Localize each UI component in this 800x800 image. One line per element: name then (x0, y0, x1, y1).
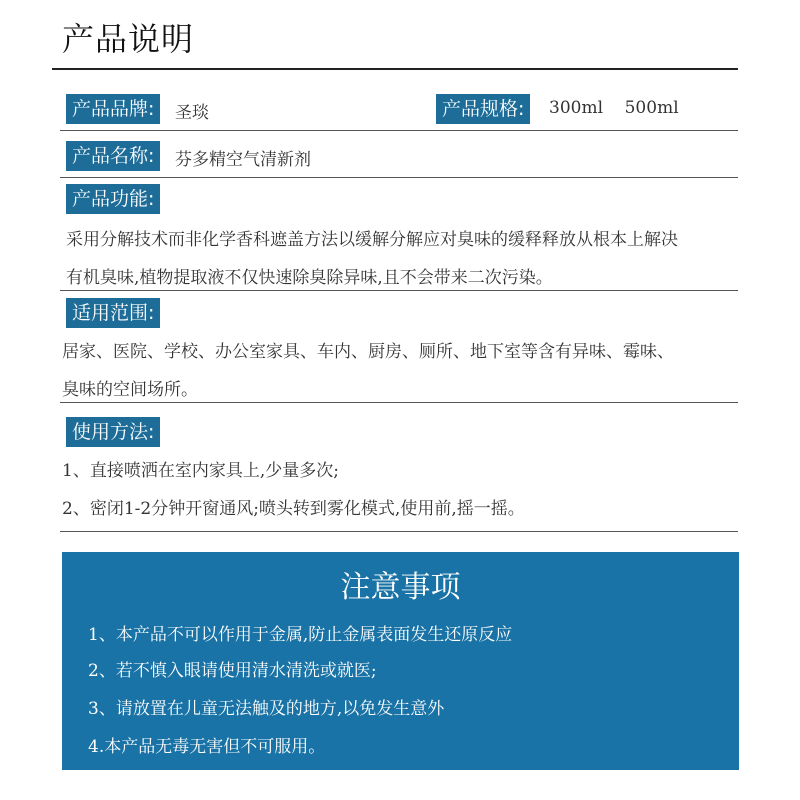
row-divider (60, 531, 738, 532)
row-divider (60, 290, 738, 291)
usage-line: 1、直接喷洒在室内家具上,少量多次; (62, 461, 339, 481)
scope-line: 居家、医院、学校、办公室家具、车内、厨房、厕所、地下室等含有异味、霉味、 (62, 342, 674, 362)
notice-item: 2、若不慎入眼请使用清水清洗或就医; (88, 661, 377, 681)
notice-title: 注意事项 (340, 570, 461, 605)
name-value: 芬多精空气清新剂 (175, 150, 311, 170)
row-divider (60, 177, 738, 178)
notice-panel (62, 552, 739, 770)
row-divider (60, 402, 738, 403)
title-divider (52, 68, 738, 70)
function-label: 产品功能: (66, 184, 160, 214)
scope-label: 适用范围: (66, 298, 160, 328)
notice-item: 4.本产品无毒无害但不可服用。 (88, 737, 326, 757)
spec-value: 300ml 500ml (549, 98, 679, 118)
function-line: 有机臭味,植物提取液不仅快速除臭除异味,且不会带来二次污染。 (66, 268, 553, 288)
row-divider (60, 130, 738, 131)
page-title: 产品说明 (62, 20, 195, 58)
usage-label: 使用方法: (66, 417, 160, 447)
name-label: 产品名称: (66, 141, 160, 171)
usage-line: 2、密闭1-2分钟开窗通风;喷头转到雾化模式,使用前,摇一摇。 (62, 499, 525, 519)
scope-line: 臭味的空间场所。 (62, 380, 198, 400)
brand-value: 圣琰 (175, 103, 209, 123)
notice-item: 3、请放置在儿童无法触及的地方,以免发生意外 (88, 699, 445, 719)
notice-item: 1、本产品不可以作用于金属,防止金属表面发生还原反应 (88, 625, 513, 645)
brand-label: 产品品牌: (66, 94, 160, 124)
spec-label: 产品规格: (436, 94, 530, 124)
function-line: 采用分解技术而非化学香科遮盖方法以缓解分解应对臭味的缓释释放从根本上解决 (66, 230, 678, 250)
